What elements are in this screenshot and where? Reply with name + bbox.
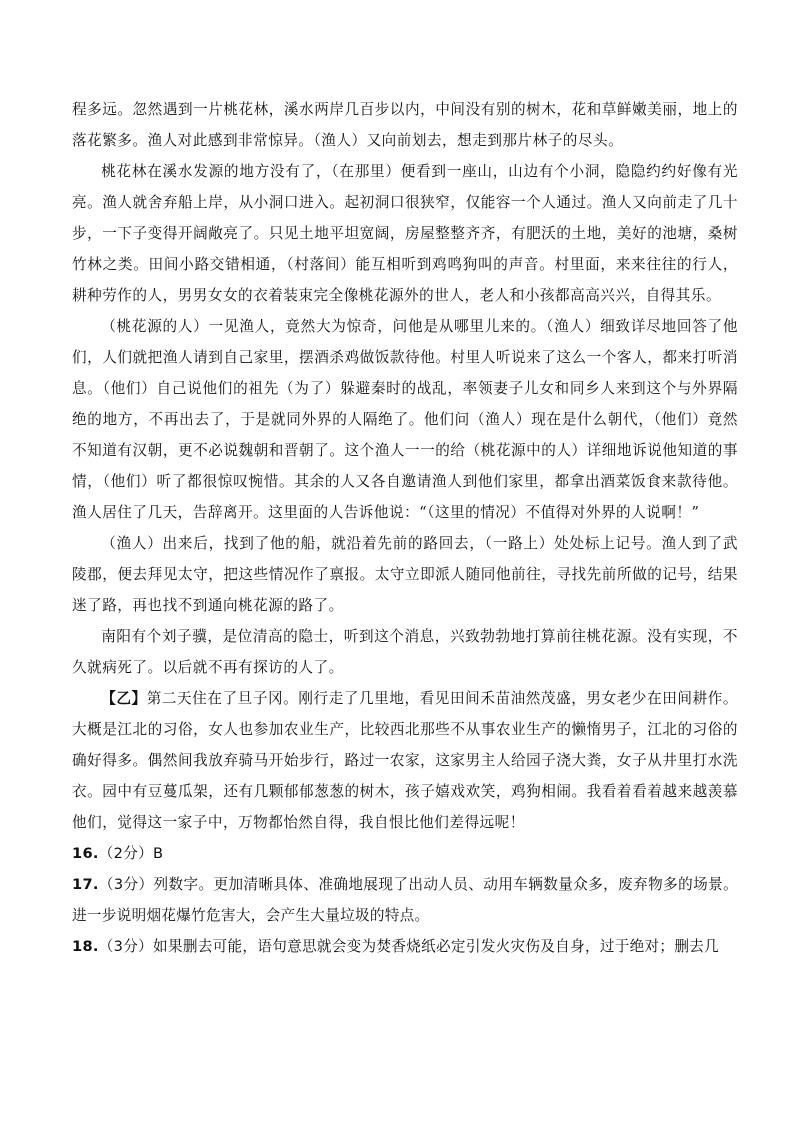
answer-number: 17. [72, 876, 99, 893]
passage-paragraph: （桃花源的人）一见渔人，竟然大为惊奇，问他是从哪里儿来的。（渔人）细致详尽地回答了他们，人们就把渔人请到自己家里，摆酒杀鸡做饭款待他。村里人听说来了这么一个客人，都来打听消息。（他们）自己说他们的祖先（为了）躲避秦时的战乱，率领妻子儿女和同乡人来到这个与外界隔绝的地方，不再出去了，于是就同外界的人隔绝了。他们问（渔人）现在是什么朝代，（他们）竟然不知道有汉朝，更不必说魏朝和晋朝了。这个渔人一一的给（桃花源中的人）详细地诉说他知道的事情，（他们）听了都很惊叹惋惜。其余的人又各自邀请渔人到他们家里，都拿出酒菜饭食来款待他。渔人居住了几天，告辞离开。这里面的人告诉他说：“（这里的情况）不值得对外界的人说啊！” [72, 318, 738, 521]
passage-paragraph: 程多远。忽然遇到一片桃花林，溪水两岸几百步以内，中间没有别的树木，花和草鲜嫩美丽，地上的落花繁多。渔人对此感到非常惊异。（渔人）又向前划去，想走到那片林子的尽头。 [72, 101, 738, 149]
passage-yi-tag: 【乙】 [101, 690, 147, 707]
answer-item [72, 838, 738, 869]
answer-score: （3分） [98, 938, 154, 955]
passage-yi [72, 683, 738, 838]
passage-paragraph: 桃花林在溪水发源的地方没有了，（在那里）便看到一座山，山边有个小洞，隐隐约约好像有光亮。渔人就舍弃船上岸，从小洞口进入。起初洞口很狭窄，仅能容一个人通过。渔人又向前走了几十步，一下子变得开阔敞亮了。只见土地平坦宽阔，房屋整整齐齐，有肥沃的土地，美好的池塘，桑树竹林之类。田间小路交错相通，（村落间）能互相听到鸡鸣狗叫的声音。村里面，来来往往的行人，耕种劳作的人，男男女女的衣着装束完全像桃花源外的世人，老人和小孩都高高兴兴，自得其乐。 [72, 163, 738, 304]
answer-score: （3分） [98, 876, 154, 893]
answer-item [72, 931, 738, 962]
answer-number: 18. [72, 938, 99, 955]
answer-text: 列数字。更加清晰具体、准确地展现了出动人员、动用车辆数量众多，废弃物多的场景。进一步说明烟花爆竹危害大，会产生大量垃圾的特点。 [72, 876, 738, 924]
answer-text: B [153, 845, 164, 862]
document-page [72, 94, 738, 962]
passage-yi-text: 第二天住在了旦子冈。刚行走了几里地，看见田间禾苗油然茂盛，男女老少在田间耕作。大概是江北的习俗，女人也参加农业生产，比较西北那些不从事农业生产的懒惰男子，江北的习俗的确好得多。偶然间我放弃骑马开始步行，路过一农家，这家男主人给园子浇大粪，女子从井里打水洗衣。园中有豆蔓瓜架，还有几颗郁郁葱葱的树木，孩子嬉戏欢笑，鸡狗相闹。我看着看着越来越羡慕他们，觉得这一家子中，万物都怡然自得，我自恨比他们差得远呢！ [72, 690, 738, 831]
passage-paragraph: 南阳有个刘子骥，是位清高的隐士，听到这个消息，兴致勃勃地打算前往桃花源。没有实现，不久就病死了。以后就不再有探访的人了。 [72, 628, 738, 676]
passage-paragraph: （渔人）出来后，找到了他的船，就沿着先前的路回去，（一路上）处处标上记号。渔人到了武陵郡，便去拜见太守，把这些情况作了禀报。太守立即派人随同他前往，寻找先前所做的记号，结果迷了路，再也找不到通向桃花源的路了。 [72, 535, 738, 614]
answer-item [72, 869, 738, 931]
answer-text: 如果删去可能，语句意思就会变为焚香烧纸必定引发火灾伤及自身，过于绝对；删去几 [153, 938, 720, 955]
answer-number: 16. [72, 845, 99, 862]
answer-score: （2分） [98, 845, 154, 862]
